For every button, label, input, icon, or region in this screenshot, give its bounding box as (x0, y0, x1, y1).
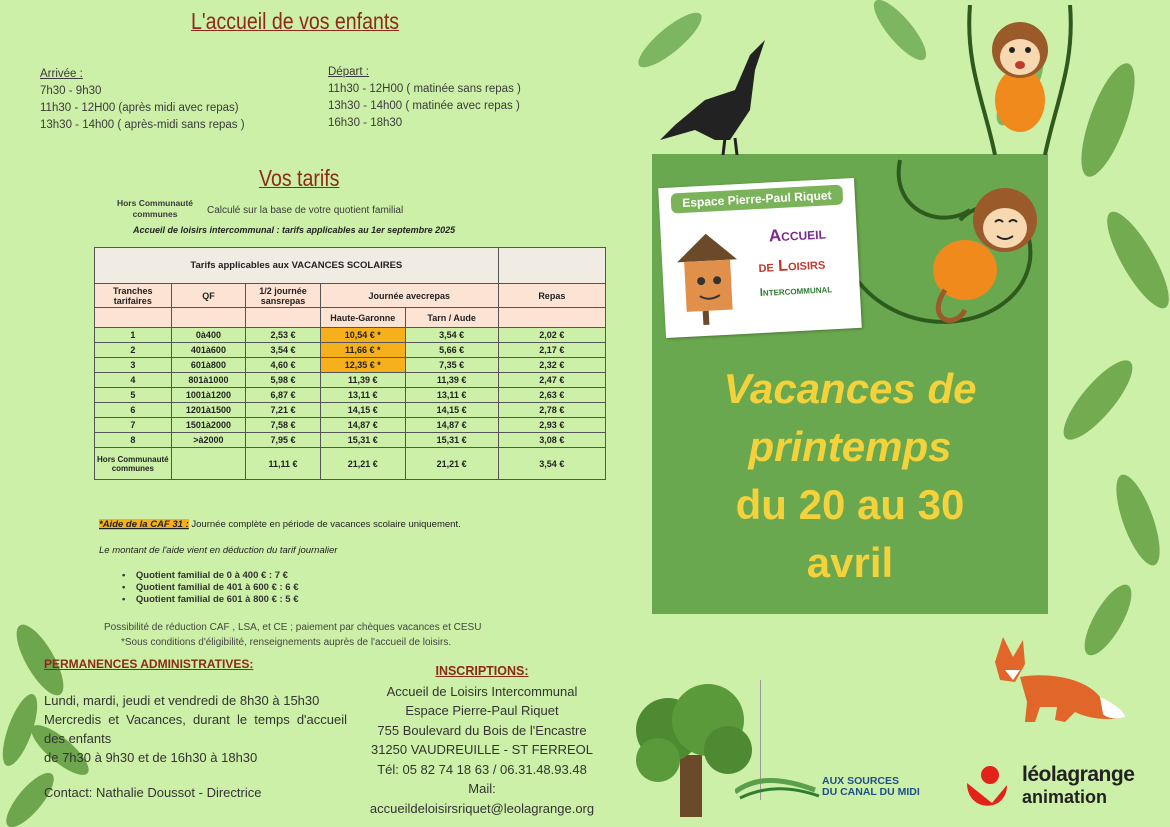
table-row (95, 403, 606, 418)
table-row (95, 373, 606, 388)
cell-qf: 401à600 (171, 343, 246, 358)
caf-text: Journée complète en période de vacances scolaire uniquement. (191, 519, 461, 530)
cell-ta: 15,31 € (405, 433, 498, 448)
hors-row-label: Hors Communauté communes (95, 448, 172, 480)
cell-ta: 3,54 € (405, 328, 498, 343)
tarifs-subtitle: Accueil de loisirs intercommunal : tarifs applicables au 1er septembre 2025 (133, 225, 456, 235)
cell-ta: 11,39 € (405, 373, 498, 388)
cell-demi: 3,54 € (246, 343, 321, 358)
sub-empty (171, 308, 246, 328)
logo-intercommunal: Intercommunal (759, 283, 833, 300)
sub-empty (95, 308, 172, 328)
cell-hg: 15,31 € (320, 433, 405, 448)
col-journee: Journée avecrepas (320, 284, 498, 308)
permanence-line: Mercredis et Vacances, durant le temps d'accueil des enfants (44, 712, 347, 746)
cell-hg: 14,87 € (320, 418, 405, 433)
leo-line-2: animation (1022, 787, 1108, 807)
leo-lagrange-logo (1022, 764, 1134, 808)
crow-illustration (655, 30, 775, 160)
cell-hg: 14,15 € (320, 403, 405, 418)
cell-t: 8 (95, 433, 172, 448)
inscription-line: Accueil de Loisirs Intercommunal (386, 683, 578, 699)
sub-empty (246, 308, 321, 328)
depart-label: Départ : (328, 66, 369, 78)
house-icon (670, 224, 745, 328)
cell-repas: 3,08 € (498, 433, 605, 448)
contact-text: Contact: Nathalie Doussot - Directrice (44, 785, 262, 800)
cell-t: 6 (95, 403, 172, 418)
bullet-item: • Quotient familial de 401 à 600 € : 6 € (122, 582, 299, 593)
cell-ta: 14,87 € (405, 418, 498, 433)
hors-communaute-label: Hors Communauté communes (116, 198, 194, 219)
table-row (95, 328, 606, 343)
table-row (95, 418, 606, 433)
col-tranches: Tranches tarifaires (95, 284, 172, 308)
cell-qf: 801à1000 (171, 373, 246, 388)
permanences-text (44, 691, 347, 767)
table-row (95, 358, 606, 373)
monkey-middle-illustration (915, 180, 1045, 330)
accueil-title: L'accueil de vos enfants (191, 8, 400, 34)
cell-demi: 4,60 € (246, 358, 321, 373)
col-qf: QF (171, 284, 246, 308)
canal-line-2: DU CANAL DU MIDI (822, 786, 920, 798)
cell-hg: 13,11 € (320, 388, 405, 403)
inscription-line: 31250 VAUDREUILLE - ST FERREOL (370, 742, 594, 757)
cell-t: 2 (95, 343, 172, 358)
cell-demi: 7,95 € (246, 433, 321, 448)
cell-repas: 2,02 € (498, 328, 605, 343)
table-row (95, 388, 606, 403)
hors-row-repas: 3,54 € (498, 448, 605, 480)
cell-t: 3 (95, 358, 172, 373)
cell-hg: 11,39 € (320, 373, 405, 388)
cell-qf: 0à400 (171, 328, 246, 343)
cell-repas: 2,93 € (498, 418, 605, 433)
depart-line: 16h30 - 18h30 (328, 117, 403, 129)
table-row (95, 343, 606, 358)
monkey-top-illustration (965, 5, 1075, 155)
depart-line: 11h30 - 12H00 ( matinée sans repas ) (328, 83, 521, 95)
depart-block (328, 64, 588, 132)
reduction-note: Possibilité de réduction CAF , LSA, et CE ; paiement par chèques vacances et CESU (104, 622, 482, 633)
depart-line: 13h30 - 14h00 ( matinée avec repas ) (328, 100, 520, 112)
cell-qf: 1501à2000 (171, 418, 246, 433)
cover-line: Vacances de (723, 365, 977, 412)
permanence-line: de 7h30 à 9h30 et de 16h30 à 18h30 (44, 750, 258, 765)
col-demi: 1/2 journée sansrepas (246, 284, 321, 308)
cell-demi: 5,98 € (246, 373, 321, 388)
arrivee-block (40, 66, 300, 134)
cell-repas: 2,63 € (498, 388, 605, 403)
cell-qf: 1201à1500 (171, 403, 246, 418)
col-haute-garonne: Haute-Garonne (320, 308, 405, 328)
permanences-title: PERMANENCES ADMINISTRATIVES: (44, 657, 254, 671)
cover-line: avril (806, 539, 894, 586)
cell-ta: 5,66 € (405, 343, 498, 358)
cover-line: printemps (748, 423, 952, 470)
inscription-line: Espace Pierre-Paul Riquet (405, 703, 559, 718)
arrivee-line: 11h30 - 12H00 (après midi avec repas) (40, 102, 239, 114)
caf-label: *Aide de la CAF 31 : (99, 519, 189, 530)
cover-line: du 20 au 30 (735, 481, 965, 528)
caf-bullets (122, 570, 299, 606)
cell-demi: 7,58 € (246, 418, 321, 433)
arrivee-label: Arrivée : (40, 68, 83, 80)
cell-repas: 2,32 € (498, 358, 605, 373)
bullet-item: • Quotient familial de 601 à 800 € : 5 € (122, 594, 299, 605)
cell-ta: 13,11 € (405, 388, 498, 403)
montant-note: Le montant de l'aide vient en déduction du tarif journalier (99, 545, 338, 556)
cell-qf: 601à800 (171, 358, 246, 373)
inscription-line: Tél: 05 82 74 18 63 / 06.31.48.93.48 (377, 761, 587, 777)
leo-lagrange-logo-icon (962, 763, 1012, 815)
table-main-header: Tarifs applicables aux VACANCES SCOLAIRES (95, 248, 499, 284)
email-link[interactable]: accueildeloisirsriquet@leolagrange.org (369, 800, 595, 816)
canal-midi-logo-icon (735, 772, 820, 802)
leo-line-1: léolagrange (1022, 763, 1135, 786)
table-header-empty (498, 248, 605, 284)
inscription-line: 755 Boulevard du Bois de l'Encastre (377, 722, 587, 738)
cell-qf: 1001à1200 (171, 388, 246, 403)
bullet-item: • Quotient familial de 0 à 400 € : 7 € (122, 570, 288, 581)
logo-loisirs: de Loisirs (758, 255, 826, 277)
cell-hg: 12,35 € * (320, 358, 405, 373)
permanence-line: Lundi, mardi, jeudi et vendredi de 8h30 à 15h30 (44, 693, 320, 708)
arrivee-line: 13h30 - 14h00 ( après-midi sans repas ) (40, 119, 245, 131)
caf-note (99, 519, 461, 530)
cell-demi: 6,87 € (246, 388, 321, 403)
tarifs-title: Vos tarifs (259, 165, 340, 191)
inscriptions-block (357, 662, 607, 818)
sub-empty (498, 308, 605, 328)
inscriptions-title: INSCRIPTIONS: (435, 664, 529, 678)
cell-demi: 7,21 € (246, 403, 321, 418)
cell-repas: 2,17 € (498, 343, 605, 358)
col-repas: Repas (498, 284, 605, 308)
cell-t: 5 (95, 388, 172, 403)
hors-row-hg: 21,21 € (320, 448, 405, 480)
espace-riquet-logo (658, 178, 862, 338)
cell-t: 1 (95, 328, 172, 343)
hors-communaute-text: Calculé sur la base de votre quotient familial (207, 205, 404, 216)
cell-t: 7 (95, 418, 172, 433)
cell-qf: >à2000 (171, 433, 246, 448)
tarifs-table (94, 247, 606, 480)
cell-ta: 14,15 € (405, 403, 498, 418)
cell-t: 4 (95, 373, 172, 388)
hors-row-demi: 11,11 € (246, 448, 321, 480)
cell-repas: 2,78 € (498, 403, 605, 418)
cell-repas: 2,47 € (498, 373, 605, 388)
fox-illustration (985, 632, 1130, 727)
hors-row-qf (171, 448, 246, 480)
cell-hg: 11,66 € * (320, 343, 405, 358)
conditions-note: *Sous conditions d'éligibilité, renseignements auprès de l'accueil de loisirs. (121, 637, 452, 648)
hors-row-ta: 21,21 € (405, 448, 498, 480)
col-tarn-aude: Tarn / Aude (405, 308, 498, 328)
arrivee-line: 7h30 - 9h30 (40, 85, 102, 97)
logo-top-text: Espace Pierre-Paul Riquet (671, 185, 844, 214)
canal-line-1: AUX SOURCES (822, 775, 900, 787)
canal-midi-logo (822, 776, 920, 798)
cover-title (652, 360, 1048, 592)
table-row (95, 433, 606, 448)
inscription-line: Mail: (468, 781, 496, 796)
logo-accueil: Accueil (768, 223, 827, 246)
cell-hg: 10,54 € * (320, 328, 405, 343)
cell-ta: 7,35 € (405, 358, 498, 373)
cell-demi: 2,53 € (246, 328, 321, 343)
